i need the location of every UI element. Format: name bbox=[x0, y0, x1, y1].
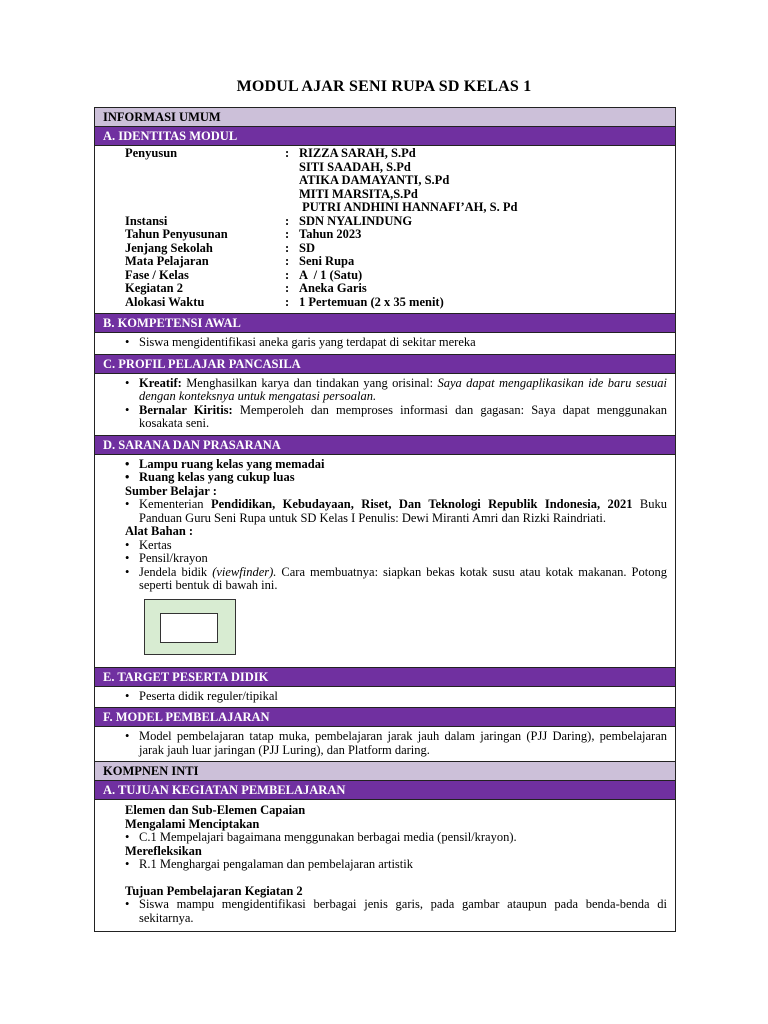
kreatif-label: Kreatif: bbox=[139, 375, 182, 390]
heading-model-pembelajaran: F. MODEL PEMBELAJARAN bbox=[95, 708, 675, 727]
label-tahun: Tahun Penyusunan bbox=[125, 227, 228, 241]
sumber-bold: Pendidikan, Kebudayaan, Riset, Dan Teknologi Republik Indonesia, 2021 bbox=[210, 497, 633, 511]
list-item: • Siswa mengidentifikasi aneka garis yang terdapat di sekitar mereka bbox=[125, 336, 667, 350]
row-kegiatan bbox=[103, 282, 667, 296]
row-mapel bbox=[103, 255, 667, 269]
penyusun-name: MITI MARSITA,S.Pd bbox=[299, 186, 418, 201]
colon: : bbox=[285, 227, 290, 241]
penyusun-name: SITI SAADAH, S.Pd bbox=[299, 159, 411, 174]
label-jenjang: Jenjang Sekolah bbox=[125, 240, 213, 255]
penyusun-list bbox=[299, 147, 667, 215]
value-instansi: SDN NYALINDUNG bbox=[299, 213, 413, 228]
alat3-italic: (viewfinder). bbox=[212, 564, 277, 579]
viewfinder-window bbox=[160, 613, 218, 643]
mengalami-label: Mengalami Menciptakan bbox=[125, 816, 260, 831]
row-penyusun bbox=[103, 147, 667, 215]
list-item: • Siswa mampu mengidentifikasi berbagai jenis garis, pada gambar ataupun pada benda-benda di sekitarnya. bbox=[125, 898, 667, 925]
label-fase: Fase / Kelas bbox=[125, 267, 189, 282]
list-item bbox=[125, 498, 667, 525]
value-kegiatan: Aneka Garis bbox=[299, 281, 367, 295]
row-fase bbox=[103, 269, 667, 283]
label-kegiatan: Kegiatan 2 bbox=[125, 281, 183, 295]
list-item: • Pensil/krayon bbox=[125, 552, 667, 566]
section-informasi-umum: INFORMASI UMUM bbox=[95, 108, 675, 127]
sumber-belajar-label: Sumber Belajar : bbox=[125, 483, 217, 498]
label-alokasi: Alokasi Waktu bbox=[125, 294, 205, 309]
bernalar-text: Memperoleh dan memproses informasi dan gagasan: Saya dapat menggunakan kosakata seni. bbox=[139, 402, 667, 430]
viewfinder-illustration bbox=[144, 599, 236, 655]
target-content bbox=[95, 687, 675, 709]
heading-target-peserta: E. TARGET PESERTA DIDIK bbox=[95, 668, 675, 687]
section-komponen-inti: KOMPNEN INTI bbox=[95, 762, 675, 781]
heading-profil-pancasila: C. PROFIL PELAJAR PANCASILA bbox=[95, 355, 675, 374]
list-item: • C.1 Mempelajari bagaimana menggunakan berbagai media (pensil/krayon). bbox=[125, 831, 667, 845]
colon: : bbox=[285, 146, 290, 160]
elemen-label: Elemen dan Sub-Elemen Capaian bbox=[125, 803, 306, 817]
colon: : bbox=[285, 281, 290, 295]
penyusun-name: RIZZA SARAH, S.Pd bbox=[299, 146, 416, 160]
row-alokasi bbox=[103, 296, 667, 310]
label-penyusun: Penyusun bbox=[125, 146, 178, 160]
list-item bbox=[125, 566, 667, 593]
value-mapel: Seni Rupa bbox=[299, 254, 355, 268]
list-item: • Model pembelajaran tatap muka, pembelajaran jarak jauh dalam jaringan (PJJ Daring), pembelajaran jarak jauh luar jaringan (PJJ Luring), dan Platform daring. bbox=[125, 730, 667, 757]
identitas-content bbox=[95, 146, 675, 314]
sumber-text: Kementerian bbox=[139, 497, 211, 511]
kreatif-text: Menghasilkan karya dan tindakan yang orisinal: bbox=[181, 375, 438, 390]
label-mapel: Mata Pelajaran bbox=[125, 254, 209, 268]
bernalar-label: Bernalar Kiritis: bbox=[139, 402, 233, 417]
document-title: MODUL AJAR SENI RUPA SD KELAS 1 bbox=[236, 78, 532, 95]
row-tahun bbox=[103, 228, 667, 242]
sumber-rest: Buku Panduan Guru Seni Rupa untuk SD Kelas I Penulis: Dewi Miranti Amri dan Rizki Raindriati. bbox=[139, 497, 667, 525]
tujuan-content bbox=[95, 800, 675, 931]
alat-bahan-label: Alat Bahan : bbox=[125, 524, 194, 538]
label-instansi: Instansi bbox=[125, 213, 168, 228]
profil-content bbox=[95, 374, 675, 436]
kreatif-italic: Saya dapat mengaplikasikan ide baru sesuai dengan konteksnya untuk mengatasi persoalan. bbox=[139, 375, 667, 403]
heading-tujuan-kegiatan: A. TUJUAN KEGIATAN PEMBELAJARAN bbox=[95, 781, 675, 800]
list-item: • R.1 Menghargai pengalaman dan pembelajaran artistik bbox=[125, 858, 667, 872]
colon: : bbox=[285, 254, 290, 268]
penyusun-name: ATIKA DAMAYANTI, S.Pd bbox=[299, 173, 450, 187]
colon: : bbox=[285, 267, 290, 282]
list-item bbox=[125, 404, 667, 431]
list-item: • Peserta didik reguler/tipikal bbox=[125, 690, 667, 704]
heading-sarana-prasarana: D. SARANA DAN PRASARANA bbox=[95, 436, 675, 455]
sarana-content bbox=[95, 455, 675, 668]
value-fase: A / 1 (Satu) bbox=[299, 267, 363, 282]
alat3-rest: Cara membuatnya: siapkan bekas kotak susu atau kotak makanan. Potong seperti bentuk di bawah ini. bbox=[139, 564, 667, 592]
value-alokasi: 1 Pertemuan (2 x 35 menit) bbox=[299, 294, 444, 309]
alat3-text: Jendela bidik bbox=[139, 564, 213, 579]
merefleksikan-label: Merefleksikan bbox=[125, 843, 202, 858]
colon: : bbox=[285, 240, 290, 255]
model-content bbox=[95, 727, 675, 762]
row-jenjang bbox=[103, 242, 667, 256]
colon: : bbox=[285, 294, 290, 309]
tujuan-pembelajaran-label: Tujuan Pembelajaran Kegiatan 2 bbox=[125, 883, 303, 898]
list-item: • Kertas bbox=[125, 539, 667, 553]
colon: : bbox=[285, 213, 290, 228]
heading-identitas-modul: A. IDENTITAS MODUL bbox=[95, 127, 675, 146]
module-table bbox=[94, 107, 676, 932]
list-item bbox=[125, 377, 667, 404]
heading-kompetensi-awal: B. KOMPETENSI AWAL bbox=[95, 314, 675, 333]
list-item: • Ruang kelas yang cukup luas bbox=[125, 471, 667, 485]
kompetensi-content bbox=[95, 333, 675, 355]
value-jenjang: SD bbox=[299, 240, 315, 255]
penyusun-name: PUTRI ANDHINI HANNAFI’AH, S. Pd bbox=[299, 200, 518, 214]
value-tahun: Tahun 2023 bbox=[299, 227, 362, 241]
list-item: • Lampu ruang kelas yang memadai bbox=[125, 458, 667, 472]
row-instansi bbox=[103, 215, 667, 229]
